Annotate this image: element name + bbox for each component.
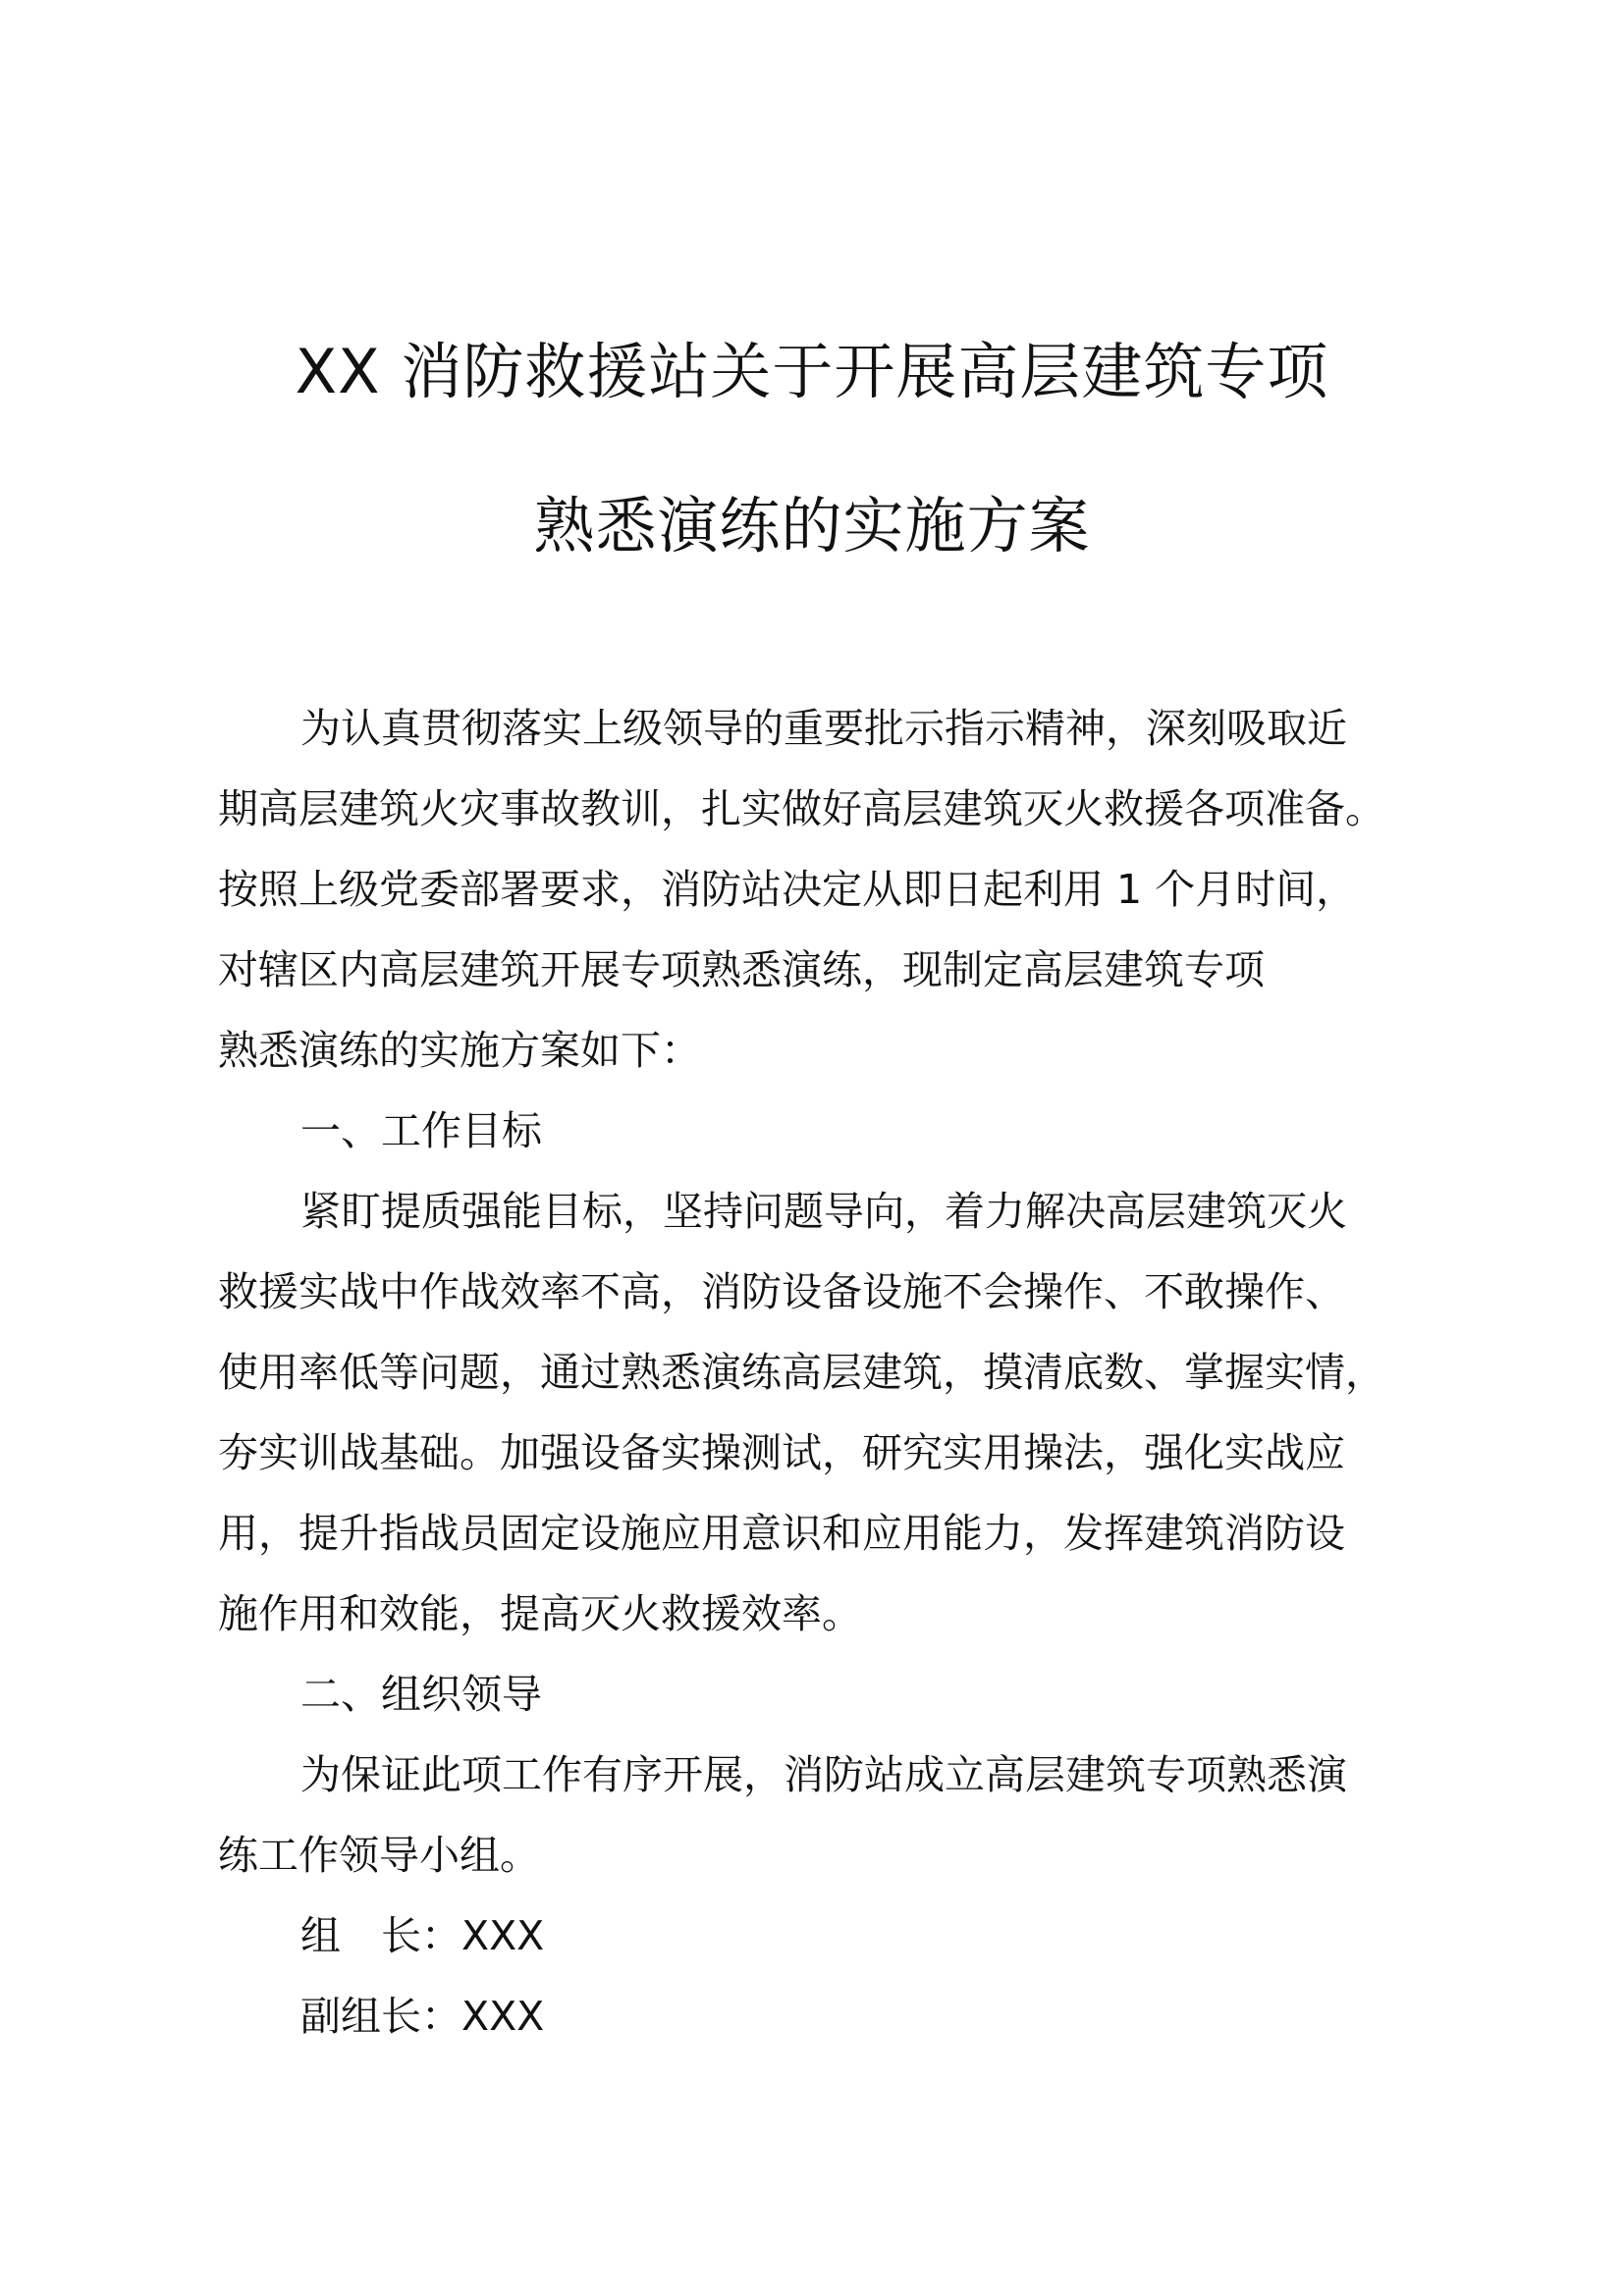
section-2-line: 为保证此项工作有序开展，消防站成立高层建筑专项熟悉演 <box>300 1751 1347 1798</box>
intro-line-4: 对辖区内高层建筑开展专项熟悉演练，现制定高层建筑专项 <box>218 946 1265 993</box>
section-1-line: 救援实战中作战效率不高，消防设备设施不会操作、不敢操作、 <box>218 1268 1345 1315</box>
document-title-line-1: XX 消防救援站关于开展高层建筑专项 <box>295 336 1329 407</box>
deputy-group-leader: 副组长：XXX <box>300 1993 545 2040</box>
section-1-line: 紧盯提质强能目标，坚持问题导向，着力解决高层建筑灭火 <box>300 1188 1347 1235</box>
intro-line-2: 期高层建筑火灾事故教训，扎实做好高层建筑灭火救援各项准备。 <box>218 785 1385 832</box>
section-1-line: 夯实训战基础。加强设备实操测试，研究实用操法，强化实战应 <box>218 1429 1345 1476</box>
section-1-line: 使用率低等问题，通过熟悉演练高层建筑，摸清底数、掌握实情， <box>218 1349 1385 1396</box>
section-1-line: 用，提升指战员固定设施应用意识和应用能力，发挥建筑消防设 <box>218 1510 1345 1557</box>
intro-line-5: 熟悉演练的实施方案如下： <box>218 1027 701 1074</box>
document-title-line-2: 熟悉演练的实施方案 <box>533 490 1091 561</box>
section-2-line: 练工作领导小组。 <box>218 1832 540 1879</box>
section-1-heading: 一、工作目标 <box>300 1107 542 1154</box>
intro-line-1: 为认真贯彻落实上级领导的重要批示指示精神，深刻吸取近 <box>300 705 1347 752</box>
group-leader: 组 长：XXX <box>300 1912 545 1959</box>
section-2-heading: 二、组织领导 <box>300 1671 542 1718</box>
intro-line-3: 按照上级党委部署要求，消防站决定从即日起利用 1 个月时间， <box>218 866 1357 913</box>
section-1-line: 施作用和效能，提高灭火救援效率。 <box>218 1590 862 1637</box>
